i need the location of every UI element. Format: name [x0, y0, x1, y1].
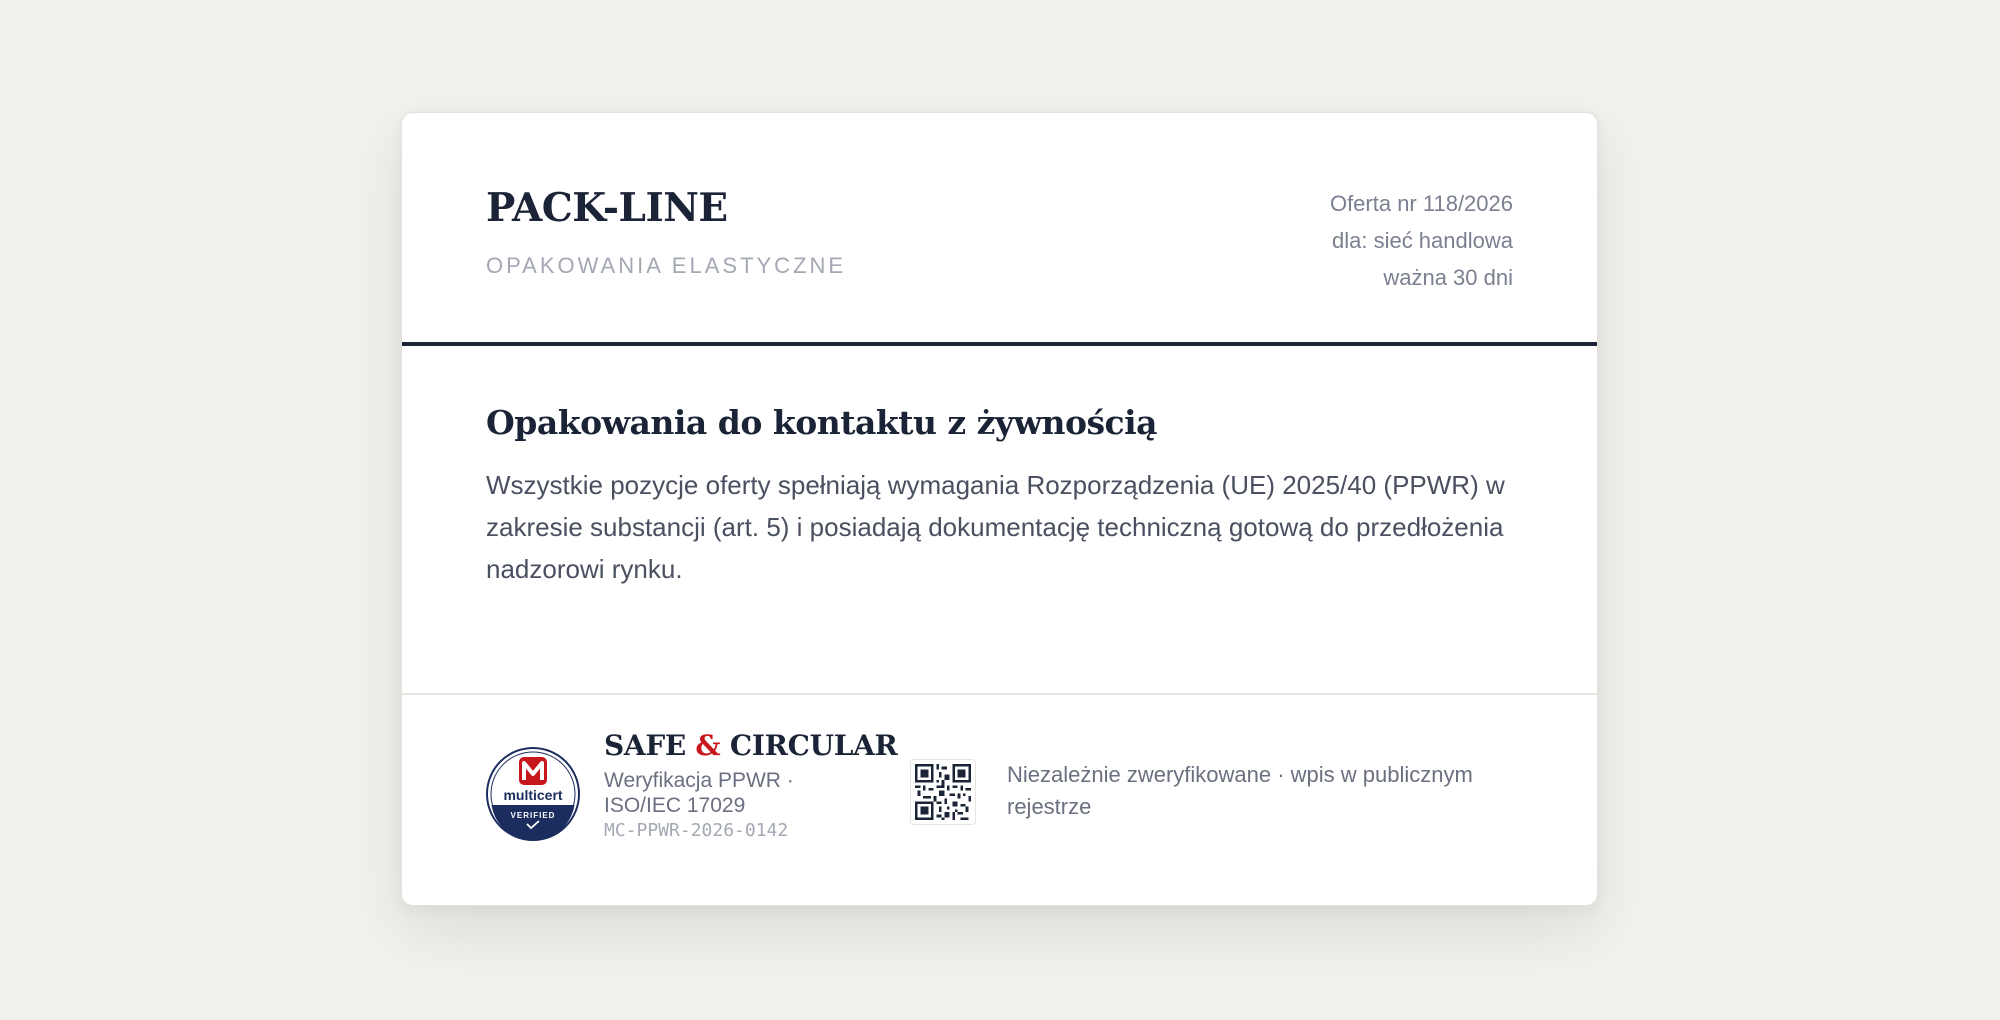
brand-name: PACK-LINE: [486, 185, 728, 231]
offer-recipient: dla: sieć handlowa: [1331, 228, 1513, 253]
card-body: [486, 403, 1516, 590]
certification-title: SAFE & CIRCULAR: [604, 729, 898, 762]
svg-text:multicert: multicert: [503, 787, 563, 803]
offer-meta: [1330, 185, 1513, 296]
certification-description: Weryfikacja PPWR · ISO/IEC 17029: [604, 769, 794, 817]
offer-number: Oferta nr 118/2026: [1329, 191, 1513, 216]
verification-note: Niezależnie zweryfikowane · wpis w publicznym rejestrze: [1007, 762, 1473, 819]
certification-info: [604, 729, 898, 844]
offer-validity: ważna 30 dni: [1383, 265, 1513, 290]
offer-card: [401, 112, 1598, 906]
section-title: Opakowania do kontaktu z żywnością: [486, 403, 1158, 442]
section-text: Wszystkie pozycje oferty spełniają wymagania Rozporządzenia (UE) 2025/40 (PPWR) w zakresie substancji (art. 5) i posiadają dokumentację techniczną gotową do przedłożenia nadzorowi rynku.: [486, 470, 1505, 584]
svg-text:VERIFIED: VERIFIED: [510, 811, 556, 820]
certification-footer: [402, 695, 1597, 906]
multicert-seal-logo: [486, 747, 580, 841]
brand-tagline: OPAKOWANIA ELASTYCZNE: [486, 253, 847, 278]
qr-code-icon[interactable]: [910, 759, 976, 825]
card-header: [402, 113, 1597, 346]
certification-id: MC-PPWR-2026-0142: [604, 820, 789, 841]
